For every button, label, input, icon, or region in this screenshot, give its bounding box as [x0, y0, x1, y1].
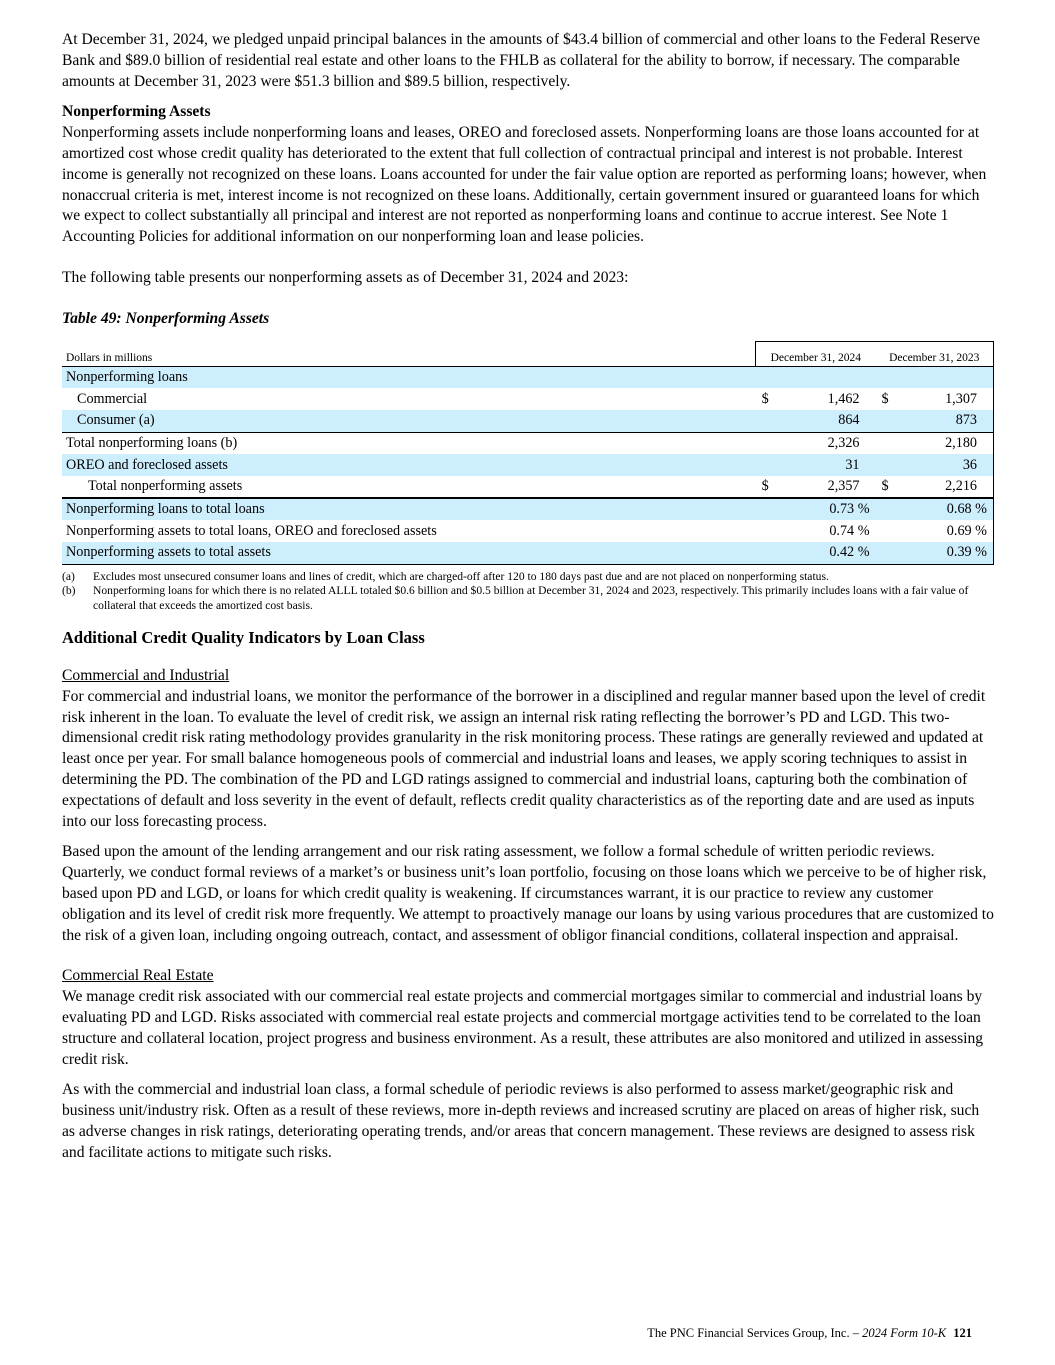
ci-paragraph-1: For commercial and industrial loans, we monitor the performance of the borrower in a disciplined and regular manner based upon the level of credit risk inherent in the loan. To evaluate the level of credit risk, we assign an internal risk rating reflecting the borrower’s PD and LGD. This two-dimensional credit risk rating methodology provides granularity in the risk monitoring process. These ratings are generally reviewed and updated at least once per year. For small balance homogeneous pools of commercial and industrial loans and leases, we apply scoring techniques to assist in determining the PD. The combination of the PD and LGD ratings assigned to commercial and industrial loans, capturing both the combination of expectations of default and loss severity in the event of default, reflects credit quality characteristics as of the reporting date and are used as inputs into our loss forecasting process. — [62, 687, 986, 830]
page-number: 121 — [953, 1326, 972, 1340]
nonperforming-assets-table — [62, 341, 994, 565]
value-2023: 2,216 — [906, 476, 994, 498]
value-2024: 0.73 % — [786, 498, 876, 520]
value-2024: 31 — [786, 454, 876, 476]
currency-symbol: $ — [876, 476, 906, 498]
header-col-2024: December 31, 2024 — [756, 341, 876, 366]
cre-paragraph-1: We manage credit risk associated with our commercial real estate projects and commercial mortgages similar to commercial and industrial loans by evaluating PD and LGD. Risks associated with commercial real estate projects and commercial mortgage activities tend to be correlated to the loan structure and collateral location, project progress and business environment. As a result, these attributes are also monitored and utilized in assessing credit risk. — [62, 988, 984, 1068]
currency-symbol: $ — [761, 390, 769, 407]
npa-heading: Nonperforming Assets — [62, 103, 211, 121]
cre-subheading: Commercial Real Estate — [62, 967, 214, 985]
value-2024: 1,462 — [827, 390, 860, 407]
currency-symbol: $ — [881, 390, 889, 407]
footnote-text: Excludes most unsecured consumer loans and lines of credit, which are charged-off after 120 to 180 days past due and are not placed on nonperforming status. — [93, 569, 829, 583]
cre-paragraph-2: As with the commercial and industrial loan class, a formal schedule of periodic reviews is also performed to assess market/geographic risk and business unit/industry risk. Often as a result of these reviews, more in-depth reviews and increased scrutiny are placed on areas of higher risk, such as adverse changes in risk ratings, deteriorating operating trends, and/or areas that concern management. These reviews are designed to assess risk and facilitate actions to mitigate such risks. — [62, 1081, 980, 1161]
header-dollars-label: Dollars in millions — [66, 351, 153, 364]
row-label: Total nonperforming assets — [62, 476, 756, 498]
value-2023: 0.68 % — [906, 498, 994, 520]
value-2023: 36 — [906, 454, 994, 476]
value-2024: 2,357 — [786, 476, 876, 498]
footnote — [62, 584, 994, 613]
row-label: Nonperforming loans — [62, 366, 756, 388]
value-2024: 864 — [786, 410, 876, 432]
table-row — [62, 432, 994, 454]
row-label: Nonperforming assets to total assets — [62, 542, 756, 564]
footnote-text: Nonperforming loans for which there is no related ALLL totaled $0.6 billion and $0.5 billion at December 31, 2024 and 2023, respectively. This primarily includes loans with a fair value of collateral that exceeds the amortized cost basis. — [93, 584, 969, 612]
intro-paragraph: At December 31, 2024, we pledged unpaid principal balances in the amounts of $43.4 billion of commercial and other loans to the Federal Reserve Bank and $89.0 billion of residential real estate and other loans to the FHLB as collateral for the ability to borrow, if necessary. The comparable amounts at December 31, 2023 were $51.3 billion and $89.5 billion, respectively. — [62, 31, 981, 90]
value-2023: 2,180 — [906, 432, 994, 454]
table-row — [62, 366, 994, 388]
ci-subheading: Commercial and Industrial — [62, 667, 230, 685]
table-intro: The following table presents our nonperforming assets as of December 31, 2024 and 2023: — [62, 268, 629, 286]
table-row — [62, 542, 994, 564]
table-header-row — [62, 341, 994, 366]
row-label: OREO and foreclosed assets — [62, 454, 756, 476]
row-label: Consumer (a) — [62, 410, 756, 432]
footer-company: The PNC Financial Services Group, Inc. – — [647, 1326, 859, 1340]
credit-quality-heading: Additional Credit Quality Indicators by Loan Class — [62, 628, 425, 648]
row-label: Nonperforming loans to total loans — [62, 498, 756, 520]
table-row — [62, 388, 994, 410]
table-row — [62, 498, 994, 520]
table-title: Table 49: Nonperforming Assets — [62, 309, 270, 327]
page-footer — [647, 1326, 972, 1341]
value-2023: 0.39 % — [906, 542, 994, 564]
value-2024: 2,326 — [786, 432, 876, 454]
value-2023: 0.69 % — [906, 520, 994, 542]
footnote-mark: (b) — [62, 584, 76, 598]
value-2023: 1,307 — [906, 388, 994, 410]
row-label: Total nonperforming loans (b) — [62, 432, 756, 454]
table-row — [62, 454, 994, 476]
value-2023: 873 — [906, 410, 994, 432]
table-row — [62, 520, 994, 542]
ci-paragraph-2: Based upon the amount of the lending arrangement and our risk rating assessment, we follow a formal schedule of written periodic reviews. Quarterly, we conduct formal reviews of a market’s or business unit’s loan portfolio, focusing on those loans which we perceive to be of higher risk, based upon PD and LGD, or loans for which credit quality is weakening. If circumstances warrant, it is our practice to review any customer obligation and its level of credit risk more frequently. We attempt to proactively manage our loans by using various procedures that are customized to the risk of a given loan, including ongoing outreach, contact, and assessment of obligor financial conditions, collateral inspection and appraisal. — [62, 843, 994, 944]
footnote-mark: (a) — [62, 569, 75, 583]
row-label: Nonperforming assets to total loans, OREO and foreclosed assets — [66, 522, 437, 539]
header-col-2023: December 31, 2023 — [876, 341, 994, 366]
value-2024: 0.74 % — [829, 522, 870, 539]
footnote — [62, 570, 994, 585]
table-row — [62, 476, 994, 498]
value-2024: 0.42 % — [786, 542, 876, 564]
row-label: Commercial — [77, 390, 148, 407]
document-page — [62, 30, 994, 1164]
currency-symbol: $ — [756, 476, 786, 498]
table-row — [62, 410, 994, 432]
footer-form: 2024 Form 10-K — [862, 1326, 947, 1340]
npa-paragraph: Nonperforming assets include nonperforming loans and leases, OREO and foreclosed assets. Nonperforming loans are those loans accounted for at amortized cost whose credit quality has deteriorated to the extent that full collection of contractual principal and interest is not probable. Interest income is generally not recognized on these loans. Loans accounted for under the fair value option are reported as performing loans; however, when nonaccrual criteria is met, interest income is not recognized on these loans. Additionally, certain government insured or guaranteed loans for which we expect to collect substantially all principal and interest are not reported as nonperforming loans and continue to accrue interest. See Note 1 Accounting Policies for additional information on our nonperforming loan and lease policies. — [62, 124, 987, 246]
